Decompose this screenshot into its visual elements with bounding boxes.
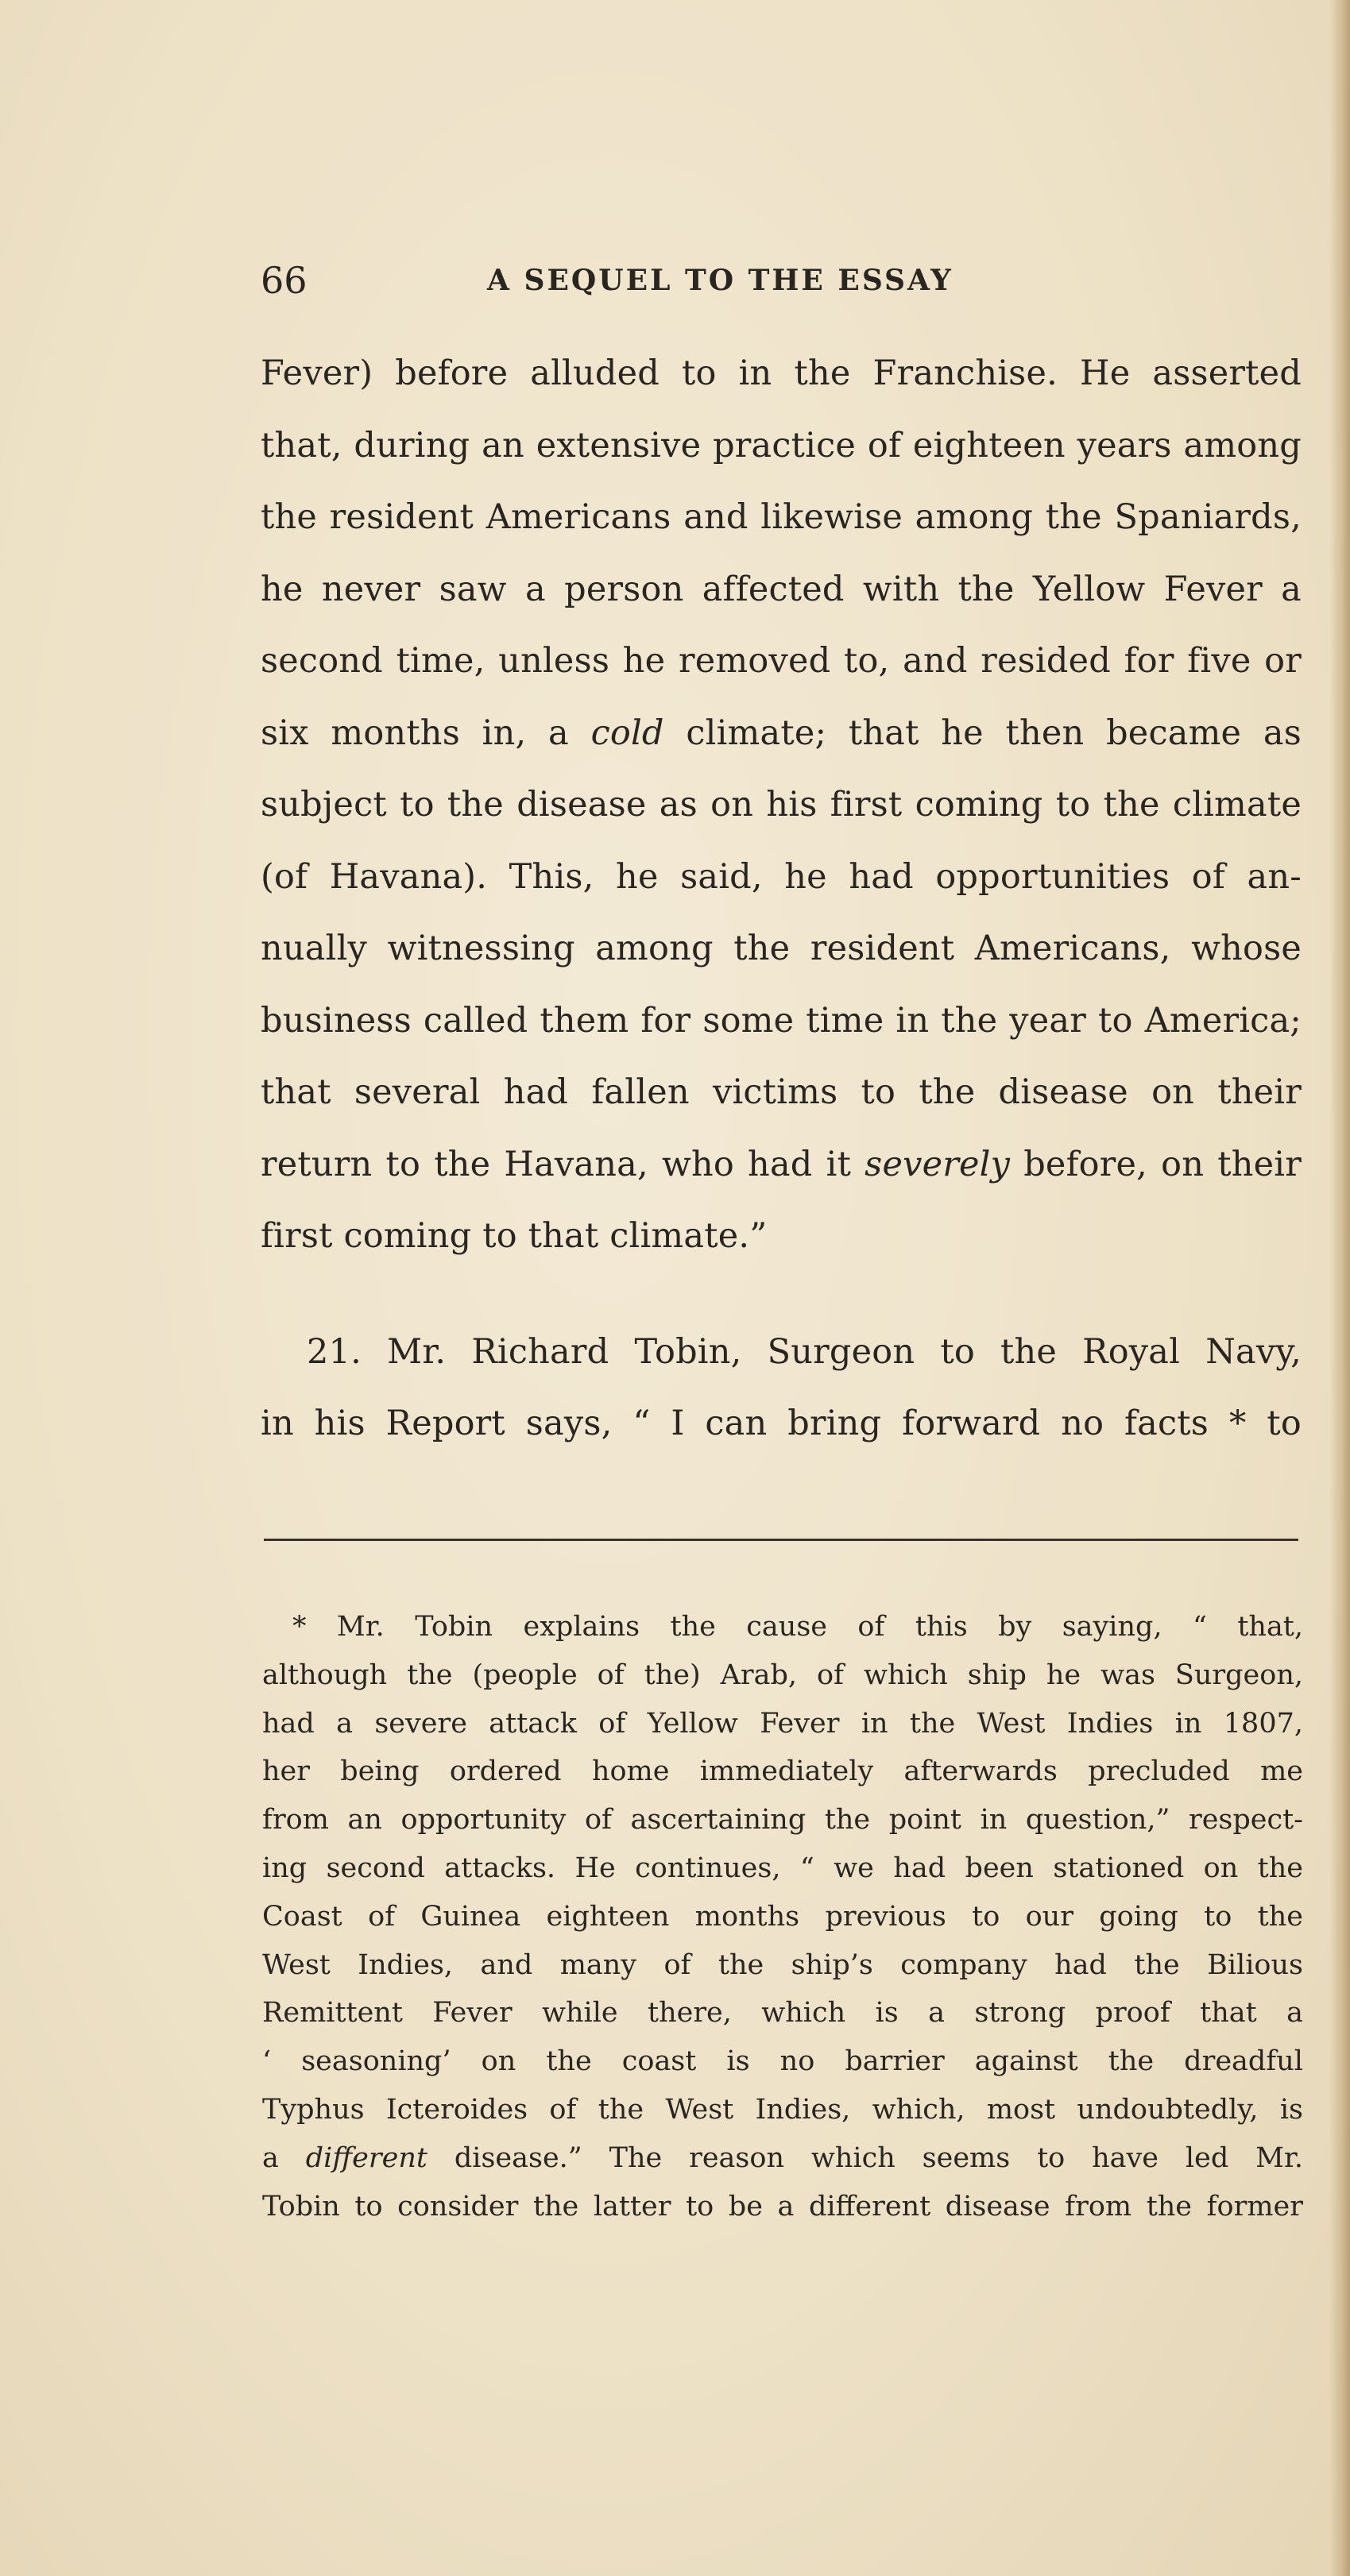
- text-line: [261, 697, 1302, 770]
- footnote-line: ‘ seasoning’ on the coast is no barrier against the dreadful: [262, 2045, 1303, 2078]
- text-line: subject to the disease as on his first coming to the climate: [261, 785, 1302, 825]
- text-span: * Mr. Tobin explains the cause of this by saying, “ that,: [292, 1611, 1303, 1643]
- text-line: that, during an extensive practice of eighteen years among: [261, 425, 1302, 465]
- footnote-line: West Indies, and many of the ship’s company had the Bilious: [262, 1948, 1303, 1981]
- main-text: [261, 338, 1302, 1460]
- text-span: six months in, a: [261, 713, 591, 753]
- footnote-line: [262, 1603, 1303, 1651]
- text-line: Fever) before alluded to in the Franchise. He asserted: [261, 353, 1302, 393]
- text-line: that several had fallen victims to the disease on their: [261, 1072, 1302, 1112]
- text-span: return to the Havana, who had it: [261, 1144, 865, 1184]
- footnote-line: Tobin to consider the latter to be a different disease from the former: [262, 2190, 1303, 2223]
- footnote-line: Coast of Guinea eighteen months previous to our going to the: [262, 1900, 1303, 1933]
- page-header: [261, 253, 1302, 308]
- text-line: (of Havana). This, he said, he had opportunities of an-: [261, 856, 1302, 897]
- footnote-line: from an opportunity of ascertaining the point in question,” respect-: [262, 1804, 1303, 1836]
- text-span: climate; that he then became as: [663, 713, 1302, 753]
- footnote-rule: [264, 1539, 1298, 1541]
- footnote-line: [262, 2134, 1303, 2183]
- text-span: disease.” The reason which seems to have led Mr.: [427, 2142, 1303, 2174]
- footnote-line: ing second attacks. He continues, “ we had been stationed on the: [262, 1852, 1303, 1884]
- footnote-line: her being ordered home immediately afterwards precluded me: [262, 1755, 1303, 1788]
- footnote: [262, 1603, 1303, 2230]
- page-number: 66: [261, 259, 308, 302]
- footnote-line: had a severe attack of Yellow Fever in the West Indies in 1807,: [262, 1707, 1303, 1740]
- text-line: nually witnessing among the resident Americans, whose: [261, 929, 1302, 968]
- text-line: [261, 1316, 1302, 1388]
- section-number: 21.: [307, 1331, 362, 1372]
- paragraph-gap: [261, 1273, 1302, 1316]
- text-line: he never saw a person affected with the Yellow Fever a: [261, 569, 1302, 609]
- text-span: a: [262, 2142, 306, 2174]
- text-span: Mr. Richard Tobin, Surgeon to the Royal Navy,: [387, 1331, 1302, 1372]
- text-line: the resident Americans and likewise among the Spaniards,: [261, 497, 1302, 537]
- italic-word: severely: [865, 1144, 1011, 1184]
- text-line: business called them for some time in the year to America;: [261, 1000, 1302, 1041]
- running-title: A SEQUEL TO THE ESSAY: [487, 264, 954, 297]
- page-edge-shadow: [1329, 0, 1350, 2576]
- italic-word: different: [305, 2142, 427, 2174]
- text-span: before, on their: [1010, 1144, 1302, 1184]
- footnote-line: although the (people of the) Arab, of which ship he was Surgeon,: [262, 1659, 1303, 1691]
- footnote-line: Typhus Icteroides of the West Indies, which, most undoubtedly, is: [262, 2093, 1303, 2126]
- text-line: second time, unless he removed to, and resided for five or: [261, 641, 1302, 681]
- text-line: [261, 1129, 1302, 1201]
- footnote-line: Remittent Fever while there, which is a strong proof that a: [262, 1997, 1303, 2030]
- text-line: in his Report says, “ I can bring forward no facts * to: [261, 1404, 1302, 1443]
- text-line: first coming to that climate.”: [261, 1216, 768, 1256]
- italic-word: cold: [590, 713, 664, 753]
